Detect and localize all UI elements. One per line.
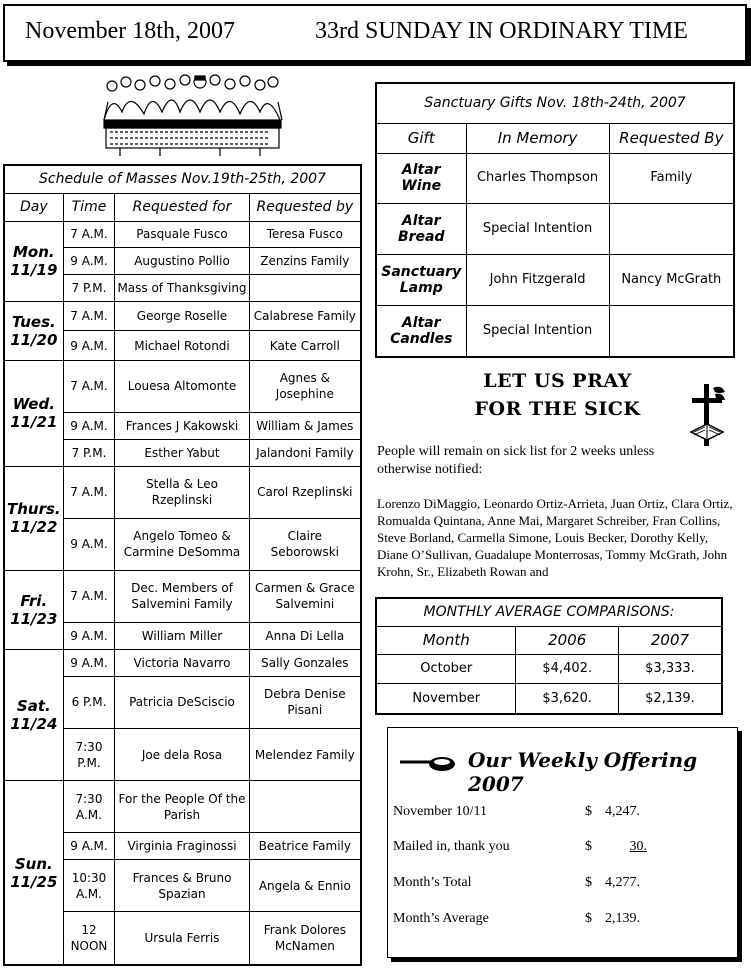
comparison-2007: $2,139. xyxy=(618,684,722,714)
comparison-2006: $3,620. xyxy=(516,684,618,714)
gift-requested-by xyxy=(609,204,734,255)
sanctuary-gifts-table xyxy=(375,82,735,358)
mass-time: 9 A.M. xyxy=(63,649,115,676)
mass-requested-for: Angelo Tomeo & Carmine DeSomma xyxy=(115,518,249,570)
offering-amount: 4,277. xyxy=(605,875,640,890)
sanctuary-gifts-caption: Sanctuary Gifts Nov. 18th-24th, 2007 xyxy=(376,83,734,123)
mass-requested-for: William Miller xyxy=(115,623,249,650)
day-date: 11/25 xyxy=(10,872,58,891)
comparison-row xyxy=(376,654,722,684)
col-month: Month xyxy=(376,626,516,654)
mass-requested-by xyxy=(249,275,361,302)
gift-row xyxy=(376,153,734,204)
bulletin-title: 33rd SUNDAY IN ORDINARY TIME xyxy=(315,18,688,44)
mass-time: 9 A.M. xyxy=(63,518,115,570)
comparisons-body xyxy=(376,654,722,714)
comparison-month: October xyxy=(376,654,516,684)
mass-requested-for: For the People Of the Parish xyxy=(115,781,249,833)
mass-requested-for: Frances & Bruno Spazian xyxy=(115,860,249,912)
mass-time: 9 A.M. xyxy=(63,833,115,860)
gift-requested-by xyxy=(609,305,734,357)
gift-name: Altar Wine xyxy=(376,153,466,204)
mass-requested-by: Calabrese Family xyxy=(249,302,361,331)
pray-heading-line2: FOR THE SICK xyxy=(474,398,641,420)
col-requested-by: Requested by xyxy=(249,193,361,221)
mass-time: 7 A.M. xyxy=(63,466,115,518)
comparisons-caption: MONTHLY AVERAGE COMPARISONS: xyxy=(376,598,722,626)
mass-requested-for: Patricia DeSciscio xyxy=(115,676,249,728)
offering-row xyxy=(393,875,723,895)
mass-requested-for: Louesa Altomonte xyxy=(115,360,249,412)
gift-in-memory: Special Intention xyxy=(466,305,609,357)
mass-requested-for: Michael Rotondi xyxy=(115,331,249,360)
mass-time: 10:30 A.M. xyxy=(63,860,115,912)
day-date: 11/20 xyxy=(10,330,58,349)
mass-requested-by: Debra Denise Pisani xyxy=(249,676,361,728)
mass-requested-by: Kate Carroll xyxy=(249,331,361,360)
gift-in-memory: John Fitzgerald xyxy=(466,255,609,306)
offering-amount: 2,139. xyxy=(605,911,640,926)
sanctuary-gifts-body xyxy=(376,153,734,357)
offering-title: Our Weekly Offering 2007 xyxy=(468,748,698,796)
mass-row xyxy=(4,360,361,412)
mass-requested-for: Dec. Members of Salvemini Family xyxy=(115,570,249,622)
mass-requested-by: Claire Seborowski xyxy=(249,518,361,570)
mass-requested-for: Victoria Navarro xyxy=(115,649,249,676)
day-name: Thurs. xyxy=(7,500,61,519)
day-cell xyxy=(4,570,63,649)
mass-requested-by: Anna Di Lella xyxy=(249,623,361,650)
day-cell xyxy=(4,360,63,466)
day-name: Fri. xyxy=(20,591,48,610)
mass-time: 7 P.M. xyxy=(63,275,115,302)
mass-requested-by: Sally Gonzales xyxy=(249,649,361,676)
day-cell xyxy=(4,781,63,965)
mass-schedule-body xyxy=(4,221,361,965)
day-name: Sun. xyxy=(14,854,53,873)
weekly-offering-box xyxy=(387,727,738,958)
mass-requested-for: Frances J Kakowski xyxy=(115,412,249,439)
comparison-row xyxy=(376,684,722,714)
col-requested-for: Requested for xyxy=(115,193,249,221)
day-date: 11/24 xyxy=(10,715,58,734)
mass-requested-by: William & James xyxy=(249,412,361,439)
mass-time: 9 A.M. xyxy=(63,623,115,650)
mass-time: 7 A.M. xyxy=(63,302,115,331)
mass-row xyxy=(4,221,361,248)
last-supper-image xyxy=(100,72,285,162)
col-2006: 2006 xyxy=(516,626,618,654)
offering-label: November 10/11 xyxy=(393,804,487,819)
mass-requested-by: Carol Rzeplinski xyxy=(249,466,361,518)
col-time: Time xyxy=(63,193,115,221)
mass-requested-by: Jalandoni Family xyxy=(249,439,361,466)
day-cell xyxy=(4,302,63,361)
mass-requested-by: Zenzins Family xyxy=(249,248,361,275)
offering-label: Month’s Average xyxy=(393,911,489,926)
col-gift: Gift xyxy=(376,123,466,153)
comparison-month: November xyxy=(376,684,516,714)
comparison-2006: $4,402. xyxy=(516,654,618,684)
gift-name: Altar Bread xyxy=(376,204,466,255)
mass-schedule-table xyxy=(3,164,362,966)
gift-name: Sanctuary Lamp xyxy=(376,255,466,306)
gift-row xyxy=(376,255,734,306)
mass-time: 12 NOON xyxy=(63,912,115,965)
mass-requested-for: Esther Yabut xyxy=(115,439,249,466)
offering-currency: $ xyxy=(585,875,592,890)
monthly-comparisons-table xyxy=(375,597,723,715)
gift-in-memory: Special Intention xyxy=(466,204,609,255)
day-cell xyxy=(4,221,63,302)
mass-requested-for: George Roselle xyxy=(115,302,249,331)
mass-row xyxy=(4,570,361,622)
mass-requested-for: Ursula Ferris xyxy=(115,912,249,965)
mass-time: 7 P.M. xyxy=(63,439,115,466)
offering-row xyxy=(393,839,723,859)
bulletin-header xyxy=(3,4,747,62)
offering-currency: $ xyxy=(585,911,592,926)
mass-requested-for: Augustino Pollio xyxy=(115,248,249,275)
offering-amount: 30. xyxy=(629,839,647,854)
mass-requested-by: Carmen & Grace Salvemini xyxy=(249,570,361,622)
day-date: 11/23 xyxy=(10,609,58,628)
mass-schedule-caption: Schedule of Masses Nov.19th-25th, 2007 xyxy=(4,165,361,193)
day-date: 11/19 xyxy=(10,261,58,280)
gift-row xyxy=(376,204,734,255)
gift-requested-by: Family xyxy=(609,153,734,204)
mass-time: 6 P.M. xyxy=(63,676,115,728)
day-name: Wed. xyxy=(12,395,55,414)
mass-requested-by: Agnes & Josephine xyxy=(249,360,361,412)
pray-heading-line1: LET US PRAY xyxy=(483,370,632,392)
mass-requested-for: Stella & Leo Rzeplinski xyxy=(115,466,249,518)
mass-time: 7:30 A.M. xyxy=(63,781,115,833)
pray-for-sick-heading xyxy=(450,367,665,423)
mass-time: 7:30 P.M. xyxy=(63,728,115,780)
mass-row xyxy=(4,781,361,833)
gift-requested-by: Nancy McGrath xyxy=(609,255,734,306)
mass-row xyxy=(4,302,361,331)
offering-currency: $ xyxy=(585,804,592,819)
day-name: Mon. xyxy=(13,243,55,262)
mass-requested-by: Angela & Ennio xyxy=(249,860,361,912)
cross-with-bible-icon xyxy=(685,382,729,452)
col-in-memory: In Memory xyxy=(466,123,609,153)
sick-list-names: Lorenzo DiMaggio, Leonardo Ortiz-Arrieta, Juan Ortiz, Clara Ortiz, Romualda Quintana, Anne Mai, Margaret Schreiber, Fran Collins, Steve Borland, Carmella Simone, Louis Becker, Dorothy Kelly, Diane O’Sullivan, Guadalupe Monterrosas, Tommy McGrath, John Krohn, Sr., Elizabeth Rowan and xyxy=(377,496,733,579)
offering-currency: $ xyxy=(585,839,592,854)
offering-label: Mailed in, thank you xyxy=(393,839,510,854)
day-date: 11/21 xyxy=(10,413,58,432)
mass-time: 9 A.M. xyxy=(63,412,115,439)
bulletin-date: November 18th, 2007 xyxy=(25,18,235,44)
mass-requested-for: Virginia Fraginossi xyxy=(115,833,249,860)
mass-time: 9 A.M. xyxy=(63,248,115,275)
col-2007: 2007 xyxy=(618,626,722,654)
comparison-2007: $3,333. xyxy=(618,654,722,684)
day-name: Tues. xyxy=(11,312,56,331)
col-requested-by: Requested By xyxy=(609,123,734,153)
mass-row xyxy=(4,466,361,518)
mass-time: 7 A.M. xyxy=(63,360,115,412)
mass-requested-by xyxy=(249,781,361,833)
day-name: Sat. xyxy=(16,697,51,716)
mass-requested-for: Mass of Thanksgiving xyxy=(115,275,249,302)
gift-row xyxy=(376,305,734,357)
mass-time: 7 A.M. xyxy=(63,570,115,622)
day-cell xyxy=(4,466,63,570)
gift-name: Altar Candles xyxy=(376,305,466,357)
day-cell xyxy=(4,649,63,780)
col-day: Day xyxy=(4,193,63,221)
day-date: 11/22 xyxy=(10,518,58,537)
offering-label: Month’s Total xyxy=(393,875,472,890)
mass-requested-by: Melendez Family xyxy=(249,728,361,780)
gift-in-memory: Charles Thompson xyxy=(466,153,609,204)
mass-requested-by: Teresa Fusco xyxy=(249,221,361,248)
mass-row xyxy=(4,649,361,676)
sick-list-intro: People will remain on sick list for 2 weeks unless otherwise notified: xyxy=(377,444,655,477)
offering-dish-icon xyxy=(398,752,456,776)
mass-requested-for: Joe dela Rosa xyxy=(115,728,249,780)
offering-amount: 4,247. xyxy=(605,804,640,819)
mass-requested-by: Beatrice Family xyxy=(249,833,361,860)
mass-requested-for: Pasquale Fusco xyxy=(115,221,249,248)
offering-row xyxy=(393,911,723,931)
offering-row xyxy=(393,804,723,824)
mass-time: 9 A.M. xyxy=(63,331,115,360)
mass-requested-by: Frank Dolores McNamen xyxy=(249,912,361,965)
mass-time: 7 A.M. xyxy=(63,221,115,248)
